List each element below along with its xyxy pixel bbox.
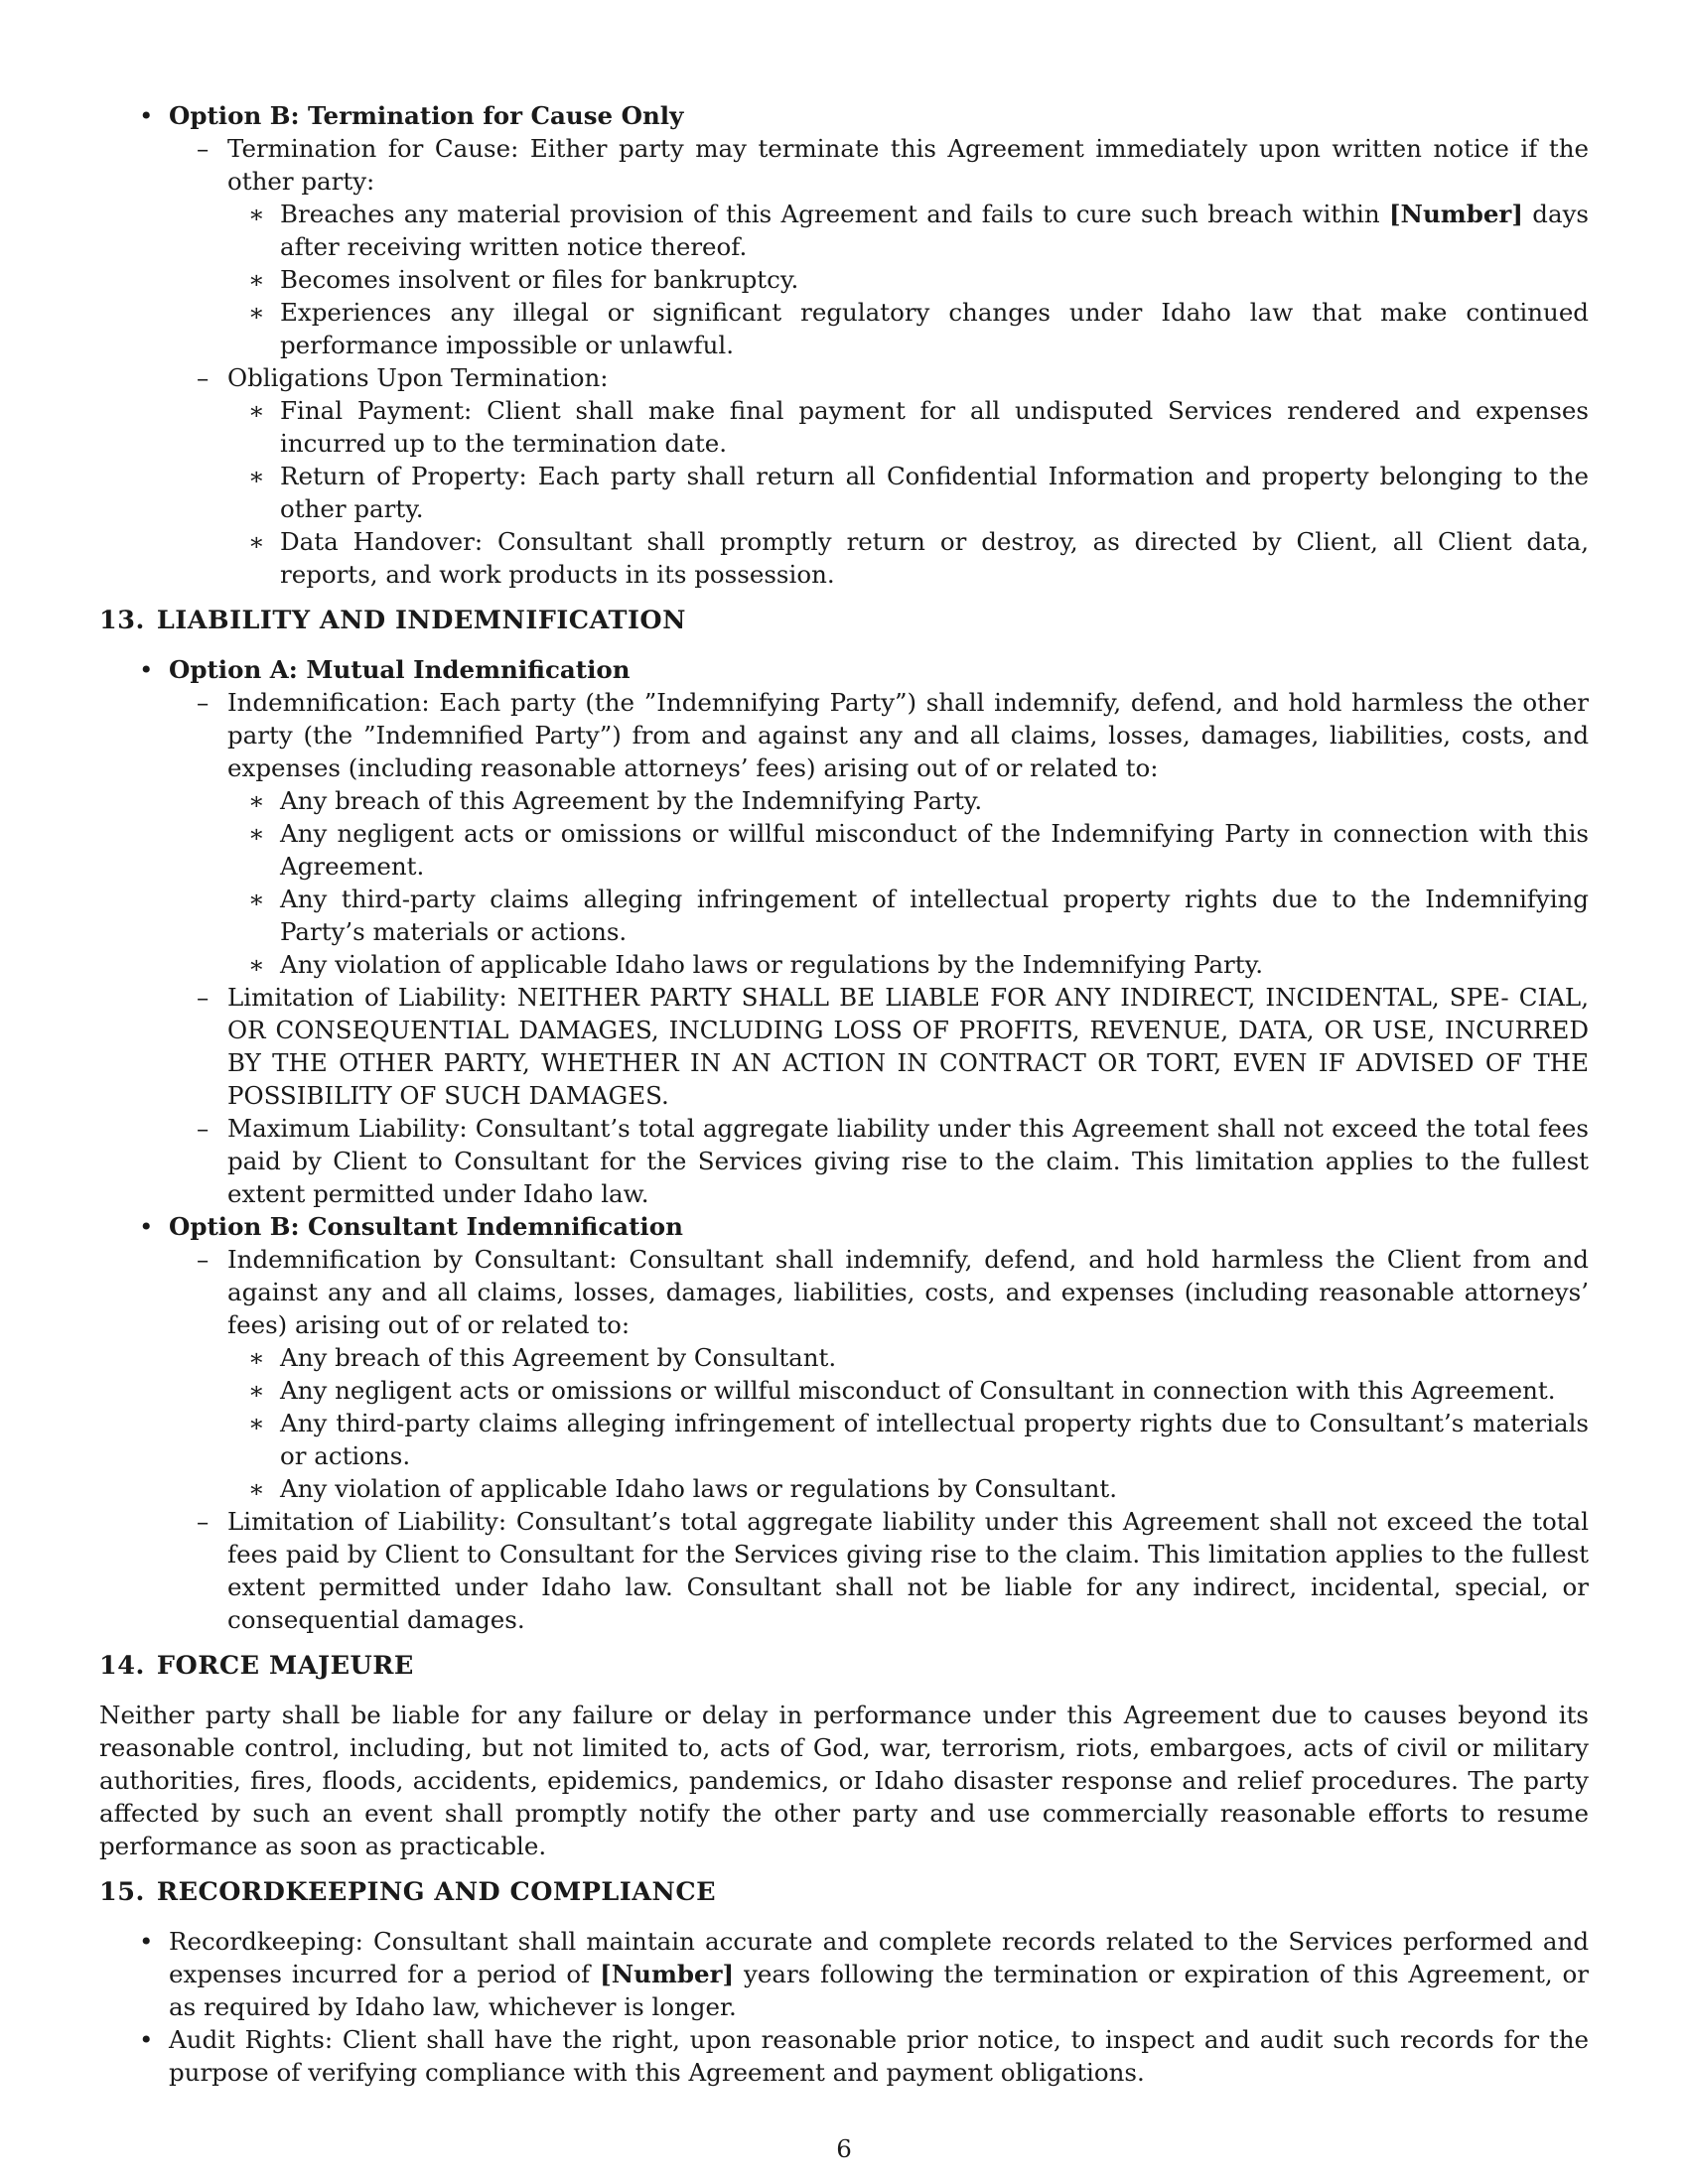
indemnification-item-text: Any third-party claims alleging infringement of intellectual property rights due to Consultant’s materials or actions. <box>280 1409 1589 1470</box>
indemnification-item <box>99 1374 1589 1407</box>
star-marker: ∗ <box>248 1343 265 1372</box>
star-marker: ∗ <box>248 1409 265 1437</box>
bullet-marker: • <box>139 655 154 684</box>
dash-marker: – <box>197 1507 210 1536</box>
indemnification-item-text: Any violation of applicable Idaho laws or regulations by the Indemnifying Party. <box>280 950 1263 979</box>
sec13-option-b-title: Option B: Consultant Indemnification <box>169 1212 683 1241</box>
sec12-option-b <box>99 99 1589 132</box>
obligation-item <box>99 525 1589 591</box>
star-marker: ∗ <box>248 1474 265 1503</box>
bullet-marker: • <box>139 101 154 130</box>
limitation-text: Limitation of Liability: NEITHER PARTY SHALL BE LIABLE FOR ANY INDIRECT, INCIDENTAL, SPE- CIAL, OR CONSEQUENTIAL DAMAGES, INCLUDING LOSS OF PROFITS, REVENUE, DATA, OR USE, INCURRED BY THE OTHER PARTY, WHETHER IN AN ACTION IN CONTRACT OR TORT, EVEN IF ADVISED OF THE POSSIBILITY OF SUCH DAMAGES. <box>227 983 1589 1110</box>
dash-marker: – <box>197 1245 210 1274</box>
consultant-indemnification-intro <box>99 1243 1589 1341</box>
bullet-marker: • <box>139 1212 154 1241</box>
section-13-heading <box>99 605 1589 637</box>
section-number: 14. <box>99 1651 145 1681</box>
star-marker: ∗ <box>248 819 265 848</box>
maximum-liability <box>99 1112 1589 1210</box>
dash-marker: – <box>197 1114 210 1143</box>
sec12-option-b-title: Option B: Termination for Cause Only <box>169 101 684 130</box>
recordkeeping-item <box>99 1925 1589 2023</box>
indemnification-item <box>99 1472 1589 1505</box>
obligation-text: Data Handover: Consultant shall promptly return or destroy, as directed by Client, all Client data, reports, and work products in its possession. <box>280 527 1589 589</box>
obligation-item <box>99 394 1589 460</box>
breach-number-placeholder: [Number] <box>1388 200 1523 228</box>
star-marker: ∗ <box>248 396 265 425</box>
bullet-marker: • <box>139 1927 154 1956</box>
breach-text-pre: Breaches any material provision of this Agreement and fails to cure such breach within <box>280 200 1380 228</box>
dash-marker: – <box>197 688 210 717</box>
indemnification-item <box>99 1341 1589 1374</box>
dash-marker: – <box>197 134 210 163</box>
star-marker: ∗ <box>248 200 265 228</box>
maximum-liability-text: Maximum Liability: Consultant’s total aggregate liability under this Agreement shall not exceed the total fees paid by Client to Consultant for the Services giving rise to the claim. This limitation applies to the fullest extent permitted under Idaho law. <box>227 1114 1589 1208</box>
indemnification-text: Indemnification by Consultant: Consultant shall indemnify, defend, and hold harmless the Client from and against any and all claims, losses, damages, liabilities, costs, and expenses (including reasonable attorneys’ fees) arising out of or related to: <box>227 1245 1589 1339</box>
star-marker: ∗ <box>248 786 265 815</box>
obligation-text: Final Payment: Client shall make final payment for all undisputed Services rendered and expenses incurred up to the termination date. <box>280 396 1589 458</box>
limitation-of-liability-a <box>99 981 1589 1112</box>
star-marker: ∗ <box>248 885 265 913</box>
indemnification-text: Indemnification: Each party (the ”Indemnifying Party”) shall indemnify, defend, and hold harmless the other party (the ”Indemnified Party”) from and against any and all claims, losses, damages, liabilities, costs, and expenses (including reasonable attorneys’ fees) arising out of or related to: <box>227 688 1589 782</box>
sec13-option-a-title: Option A: Mutual Indemnification <box>169 655 631 684</box>
indemnification-item-text: Any negligent acts or omissions or willful misconduct of Consultant in connection with this Agreement. <box>280 1376 1556 1405</box>
cause-item-insolvent <box>99 263 1589 296</box>
star-marker: ∗ <box>248 950 265 979</box>
indemnification-item <box>99 1407 1589 1472</box>
mutual-indemnification-intro <box>99 686 1589 784</box>
star-marker: ∗ <box>248 462 265 490</box>
cause-item-regulatory <box>99 296 1589 361</box>
section-number: 13. <box>99 606 145 635</box>
indemnification-item <box>99 817 1589 883</box>
cause-item-breach <box>99 198 1589 263</box>
page-number: 6 <box>836 2134 852 2163</box>
section-title: LIABILITY AND INDEMNIFICATION <box>156 606 686 635</box>
indemnification-item-text: Any breach of this Agreement by Consultant. <box>280 1343 837 1372</box>
termination-for-cause-text: Termination for Cause: Either party may terminate this Agreement immediately upon written notice if the other party: <box>227 134 1589 196</box>
recordkeeping-text-post: years following the termination or expiration of this Agreement, or as required by Idaho law, whichever is longer. <box>169 1960 1590 2021</box>
insolvent-text: Becomes insolvent or files for bankruptcy. <box>280 265 799 294</box>
sec13-option-a <box>99 653 1589 686</box>
star-marker: ∗ <box>248 265 265 294</box>
section-title: RECORDKEEPING AND COMPLIANCE <box>156 1877 717 1907</box>
obligation-text: Return of Property: Each party shall return all Confidential Information and property belonging to the other party. <box>280 462 1589 523</box>
document-page <box>99 99 1589 2089</box>
recordkeeping-text-pre: Recordkeeping: Consultant shall maintain accurate and complete records related to the Services performed and expenses incurred for a period of <box>169 1927 1589 1988</box>
sec13-option-b <box>99 1210 1589 1243</box>
force-majeure-paragraph: Neither party shall be liable for any failure or delay in performance under this Agreement due to causes beyond its reasonable control, including, but not limited to, acts of God, war, terrorism, riots, embargoes, acts of civil or military authorities, fires, floods, accidents, epidemics, pandemics, or Idaho disaster response and relief procedures. The party affected by such an event shall promptly notify the other party and use commercially reasonable efforts to resume performance as soon as practicable. <box>99 1701 1589 1860</box>
section-15-heading <box>99 1876 1589 1909</box>
star-marker: ∗ <box>248 1376 265 1405</box>
termination-for-cause <box>99 132 1589 198</box>
recordkeeping-number-placeholder: [Number] <box>600 1960 735 1988</box>
indemnification-item-text: Any violation of applicable Idaho laws or regulations by Consultant. <box>280 1474 1117 1503</box>
indemnification-item <box>99 948 1589 981</box>
star-marker: ∗ <box>248 298 265 327</box>
obligations-upon-termination <box>99 361 1589 394</box>
star-marker: ∗ <box>248 527 265 556</box>
indemnification-item-text: Any breach of this Agreement by the Indemnifying Party. <box>280 786 983 815</box>
section-14-heading <box>99 1650 1589 1683</box>
audit-rights-text: Audit Rights: Client shall have the right, upon reasonable prior notice, to inspect and audit such records for the purpose of verifying compliance with this Agreement and payment obligations. <box>169 2025 1589 2087</box>
indemnification-item <box>99 883 1589 948</box>
regulatory-text: Experiences any illegal or significant regulatory changes under Idaho law that make continued performance impossible or unlawful. <box>280 298 1589 359</box>
section-number: 15. <box>99 1877 145 1907</box>
audit-rights-item <box>99 2023 1589 2089</box>
section-title: FORCE MAJEURE <box>156 1651 414 1681</box>
obligation-item <box>99 460 1589 525</box>
bullet-marker: • <box>139 2025 154 2054</box>
dash-marker: – <box>197 363 210 392</box>
breach-text-post: days after receiving written notice thereof. <box>280 200 1589 261</box>
indemnification-item <box>99 784 1589 817</box>
limitation-of-liability-b <box>99 1505 1589 1636</box>
dash-marker: – <box>197 983 210 1012</box>
indemnification-item-text: Any negligent acts or omissions or willful misconduct of the Indemnifying Party in connection with this Agreement. <box>280 819 1589 881</box>
limitation-text: Limitation of Liability: Consultant’s total aggregate liability under this Agreement shall not exceed the total fees paid by Client to Consultant for the Services giving rise to the claim. This limitation applies to the fullest extent permitted under Idaho law. Consultant shall not be liable for any indirect, incidental, special, or consequential damages. <box>227 1507 1589 1634</box>
indemnification-item-text: Any third-party claims alleging infringement of intellectual property rights due to the Indemnifying Party’s materials or actions. <box>280 885 1589 946</box>
obligations-intro-text: Obligations Upon Termination: <box>227 363 609 392</box>
